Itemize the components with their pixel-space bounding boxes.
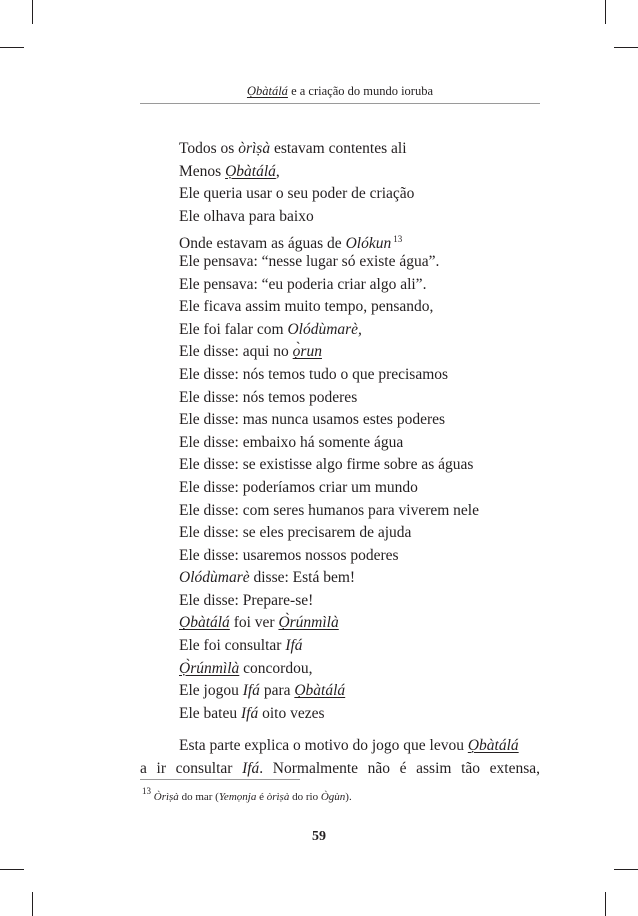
page-number: 59	[312, 829, 326, 844]
text-segment: Ifá	[242, 682, 260, 700]
text-segment: Ele bateu	[179, 704, 241, 722]
text-segment: Menos	[179, 162, 226, 180]
poem-line	[179, 500, 479, 523]
poem-line	[179, 522, 479, 545]
text-segment: Ele ficava assim muito tempo, pensando,	[179, 298, 434, 316]
text-segment: . Normalmente não é assim tão extensa,	[259, 760, 541, 777]
text-segment: Ele disse: poderíamos criar um mundo	[179, 478, 418, 496]
text-segment: òrìṣà	[238, 140, 271, 157]
text-segment: Esta parte explica o motivo do jogo que levou	[179, 737, 468, 754]
text-segment: Ele disse: embaixo há somente água	[179, 433, 404, 451]
poem-line	[179, 341, 479, 364]
text-segment: Ele queria usar o seu poder de criação	[179, 185, 415, 203]
poem-line	[179, 590, 479, 613]
text-segment: Ọbàtálá	[294, 682, 346, 700]
text-segment: ).	[345, 791, 352, 803]
crop-mark	[32, 0, 33, 24]
text-segment: Ele disse: nós temos poderes	[179, 388, 358, 406]
text-segment: Ele disse: aqui no	[179, 343, 293, 361]
text-segment: Ele disse: usaremos nossos poderes	[179, 546, 399, 564]
text-segment: Ifá	[240, 704, 259, 722]
poem-line	[179, 161, 479, 184]
text-segment: òrìṣà	[266, 791, 290, 803]
text-segment: Ele pensava: “eu poderia criar algo ali”.	[179, 275, 427, 293]
header-title-italic: Ọbàtálá	[246, 84, 288, 98]
text-segment: a ir consultar	[140, 760, 243, 777]
poem-line	[179, 409, 479, 432]
text-segment: foi ver	[229, 614, 279, 632]
text-segment: Ọ̀rúnmìlà	[278, 614, 339, 632]
text-segment: Olódùmarè	[179, 569, 250, 587]
text-segment: Ele foi consultar	[179, 637, 286, 655]
poem-line	[179, 432, 479, 455]
text-segment: Ọbàtálá	[225, 162, 276, 180]
text-segment: Ele jogou	[179, 682, 243, 700]
text-segment: Ele disse: com seres humanos para viverem nele	[179, 501, 479, 519]
text-segment: Yemọnja	[218, 791, 257, 803]
text-segment: concordou,	[239, 659, 313, 677]
poem-line	[179, 612, 479, 635]
text-segment: Ele disse: nós temos tudo o que precisamos	[179, 365, 449, 383]
text-segment: Ifá	[285, 637, 303, 655]
text-segment: Ele pensava: “nesse lugar só existe água”.	[179, 252, 440, 270]
text-segment: estavam contentes ali	[270, 140, 407, 157]
text-segment: Todos os	[179, 140, 239, 157]
text-segment: Ifá	[242, 760, 260, 777]
poem-line	[179, 296, 479, 319]
crop-mark	[0, 869, 24, 870]
paragraph	[140, 734, 540, 780]
text-segment: Olódùmarè,	[287, 320, 362, 338]
header-rule	[140, 103, 540, 104]
text-segment: ,	[275, 162, 280, 180]
text-segment: Olókun	[345, 235, 392, 253]
poem-line	[179, 680, 479, 703]
poem-line	[179, 183, 479, 206]
text-segment: é	[256, 791, 267, 803]
poem-line	[179, 251, 479, 274]
text-segment: do rio	[289, 791, 321, 803]
paragraph-line	[140, 734, 540, 757]
text-segment: Ọ̀rúnmìlà	[179, 659, 240, 677]
footnote-marker: 13	[142, 786, 151, 796]
crop-mark	[0, 47, 24, 48]
text-segment: Onde estavam as águas de	[179, 235, 346, 253]
text-segment: Ele disse: mas nunca usamos estes poderes	[179, 411, 446, 429]
poem-line	[179, 228, 479, 251]
poem-line	[179, 477, 479, 500]
text-segment: para	[259, 682, 295, 700]
text-segment: Òrìṣà	[153, 791, 179, 803]
text-segment: do mar (	[178, 791, 219, 803]
text-segment: ọ̀run	[292, 343, 322, 361]
poem-line	[179, 364, 479, 387]
text-segment: Ọbàtálá	[467, 737, 519, 754]
crop-mark	[32, 892, 33, 916]
text-segment: Ele olhava para baixo	[179, 207, 314, 225]
crop-mark	[614, 47, 638, 48]
footnote-rule	[140, 779, 300, 780]
crop-mark	[605, 892, 606, 916]
text-segment: Ele foi falar com	[179, 320, 288, 338]
crop-mark	[605, 0, 606, 24]
text-segment: Ele disse: se existisse algo firme sobre as águas	[179, 456, 474, 474]
poem-line	[179, 274, 479, 297]
poem-line	[179, 454, 479, 477]
text-segment: oito vezes	[258, 704, 325, 722]
poem-line	[179, 138, 479, 161]
poem-line	[179, 206, 479, 229]
poem	[179, 138, 479, 725]
text-segment: Ele disse: Prepare-se!	[179, 591, 314, 609]
paragraph-line	[140, 757, 540, 780]
running-header	[140, 84, 540, 99]
text-segment: Ọbàtálá	[179, 614, 230, 632]
footnote	[140, 786, 352, 803]
header-title-rest: e a criação do mundo ioruba	[287, 84, 434, 98]
text-segment: disse: Está bem!	[249, 569, 356, 587]
footnote-marker: 13	[393, 234, 403, 245]
poem-line	[179, 635, 479, 658]
poem-line	[179, 387, 479, 410]
poem-line	[179, 567, 479, 590]
poem-line	[179, 319, 479, 342]
text-segment: Ele disse: se eles precisarem de ajuda	[179, 524, 412, 542]
crop-mark	[614, 869, 638, 870]
poem-line	[179, 545, 479, 568]
poem-line	[179, 658, 479, 681]
text-segment: Ògùn	[320, 791, 346, 803]
poem-line	[179, 703, 479, 726]
